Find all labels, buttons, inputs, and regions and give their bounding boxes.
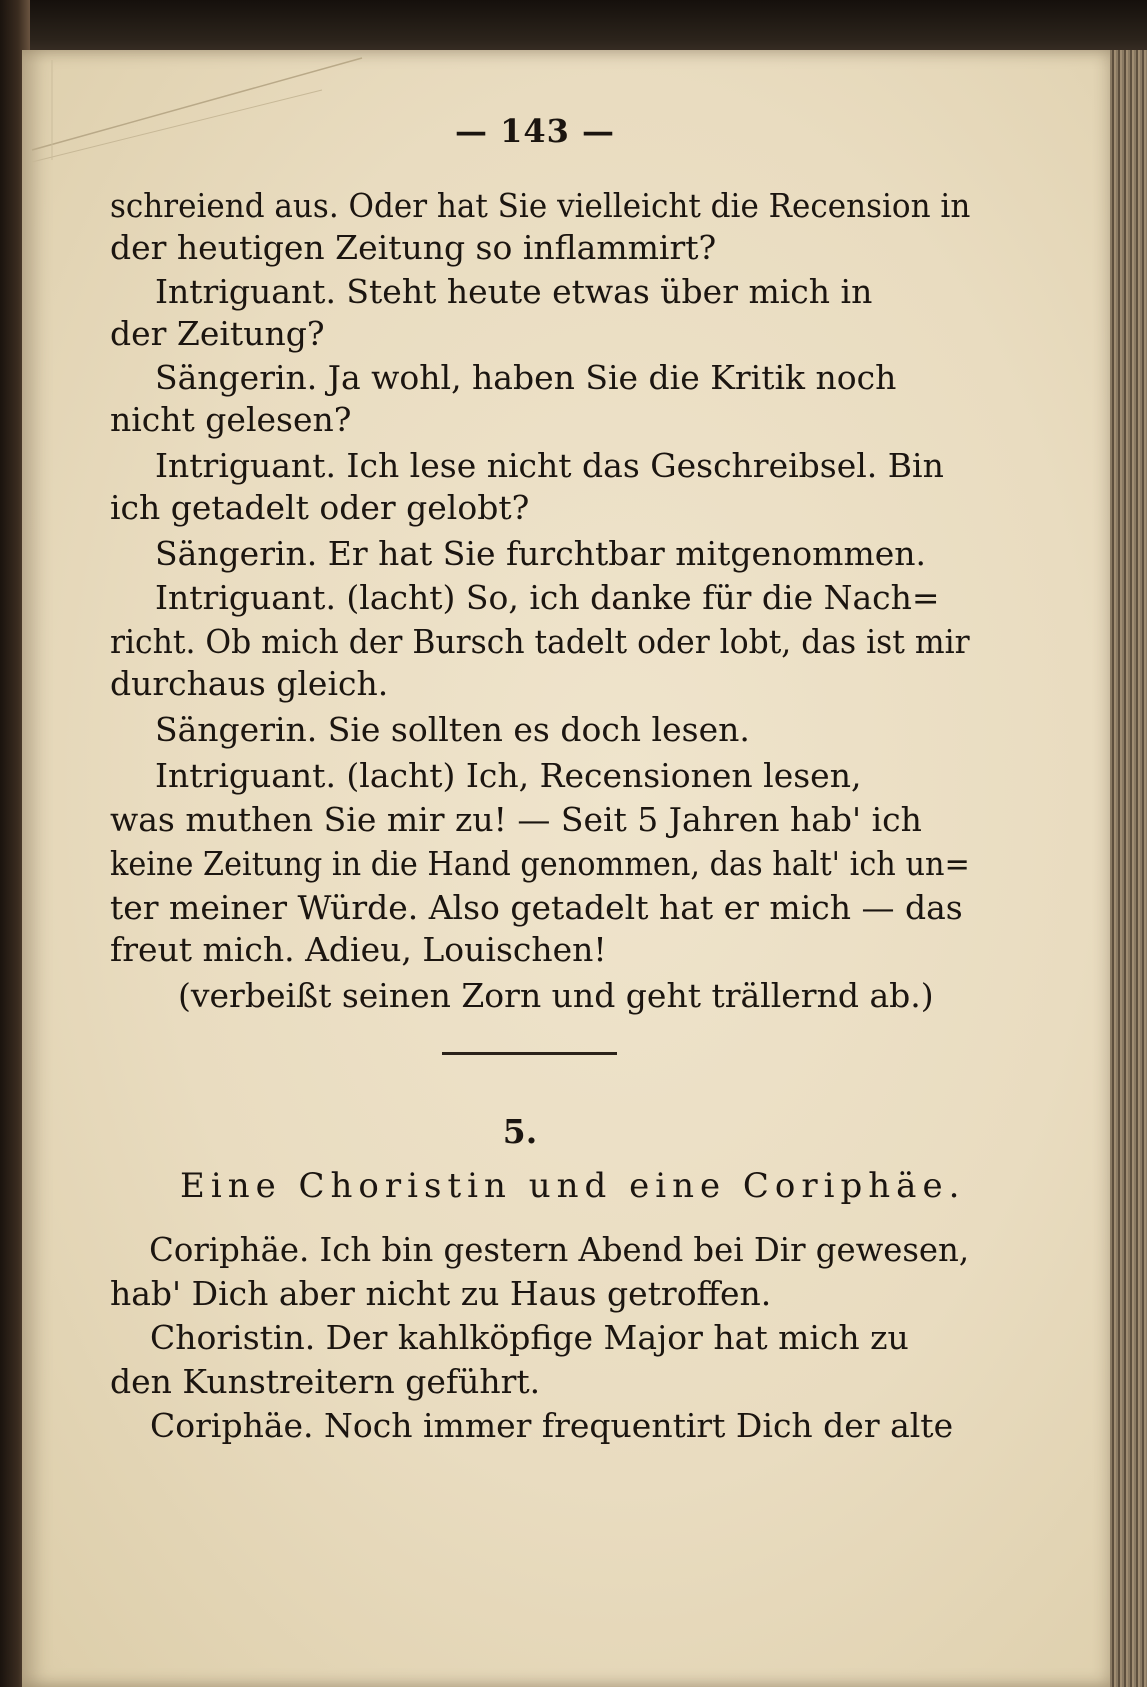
text-line: nicht gelesen?: [110, 400, 352, 439]
text-line: freut mich. Adieu, Louischen!: [110, 930, 607, 969]
text-line: durchaus gleich.: [110, 664, 389, 703]
page-fold-lines: [22, 50, 382, 170]
page-edges: [1110, 50, 1147, 1687]
text-line: hab' Dich aber nicht zu Haus getroffen.: [110, 1274, 772, 1313]
section-number: 5.: [502, 1112, 538, 1151]
text-line: Intriguant. Steht heute etwas über mich in: [155, 272, 873, 311]
text-line: den Kunstreitern geführt.: [110, 1362, 541, 1401]
text-line: Sängerin. Ja wohl, haben Sie die Kritik noch: [155, 358, 897, 397]
text-line: schreiend aus. Oder hat Sie vielleicht die Recension in: [110, 186, 971, 225]
page-number: — 143 —: [454, 112, 616, 150]
section-title: Eine Choristin und eine Coriphäe.: [180, 1166, 966, 1206]
text-line: der heutigen Zeitung so inflammirt?: [110, 228, 717, 267]
section-divider: [442, 1052, 617, 1055]
text-line: ter meiner Würde. Also getadelt hat er mich — das: [110, 888, 963, 927]
stage-direction: (verbeißt seinen Zorn und geht trällernd ab.): [178, 976, 934, 1015]
text-line: Sängerin. Er hat Sie furchtbar mitgenommen.: [155, 534, 927, 573]
text-line: richt. Ob mich der Bursch tadelt oder lobt, das ist mir: [110, 622, 970, 661]
text-line: Sängerin. Sie sollten es doch lesen.: [155, 710, 750, 749]
text-line: Intriguant. (lacht) Ich, Recensionen lesen,: [155, 756, 862, 795]
book-binding-top: [0, 0, 1147, 56]
text-line: Intriguant. (lacht) So, ich danke für die Nach=: [155, 578, 940, 617]
text-line: ich getadelt oder gelobt?: [110, 488, 530, 527]
text-line: was muthen Sie mir zu! — Seit 5 Jahren hab' ich: [110, 800, 922, 839]
text-line: der Zeitung?: [110, 314, 325, 353]
text-line: keine Zeitung in die Hand genommen, das halt' ich un=: [110, 844, 970, 883]
text-line: Choristin. Der kahlköpfige Major hat mich zu: [150, 1318, 909, 1357]
text-line: Coriphäe. Ich bin gestern Abend bei Dir gewesen,: [149, 1230, 970, 1269]
text-line: Coriphäe. Noch immer frequentirt Dich der alte: [150, 1406, 954, 1445]
text-line: Intriguant. Ich lese nicht das Geschreibsel. Bin: [155, 446, 944, 485]
